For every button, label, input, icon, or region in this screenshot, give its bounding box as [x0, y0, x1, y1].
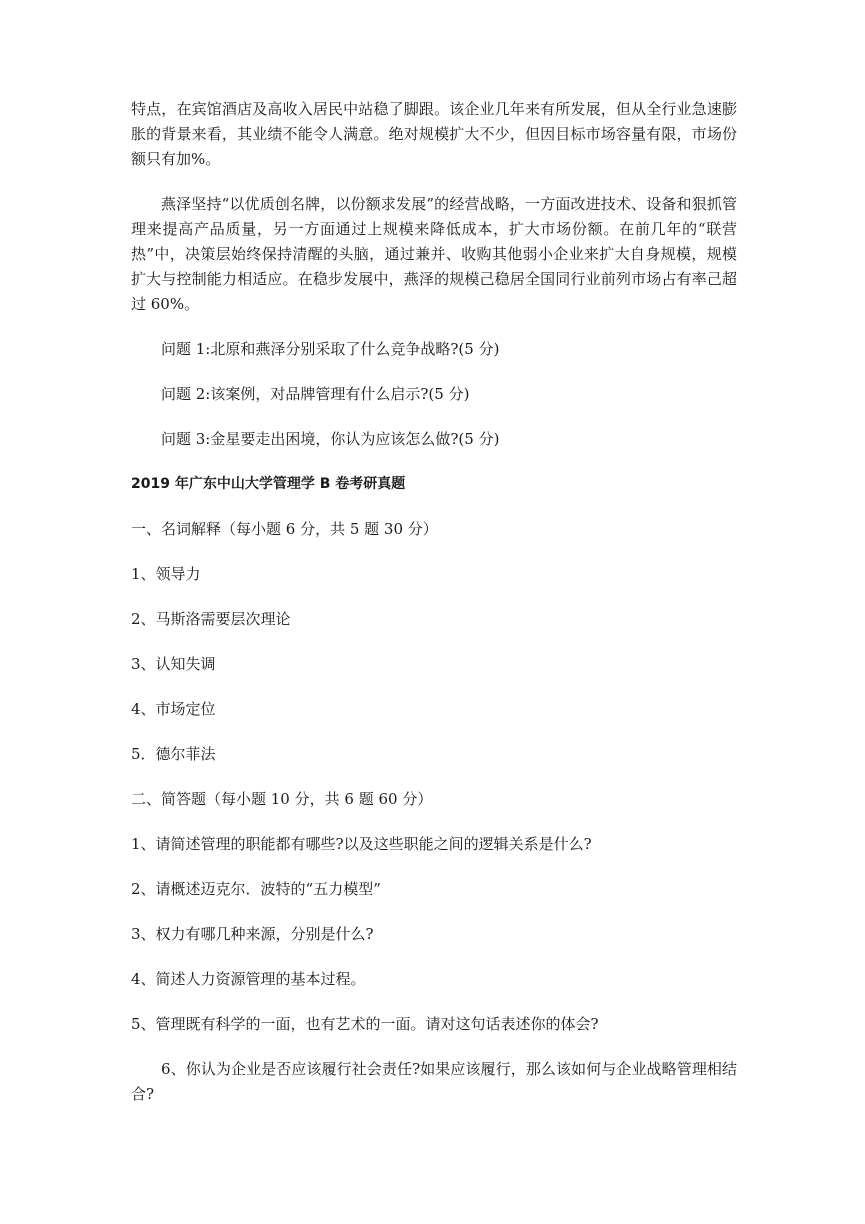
section-2-item-5: 5、管理既有科学的一面，也有艺术的一面。请对这句话表述你的体会?: [131, 1015, 599, 1033]
section-2-item-1: 1、请简述管理的职能都有哪些?以及这些职能之间的逻辑关系是什么?: [131, 835, 592, 853]
case-question-1: 问题 1:北原和燕泽分别采取了什么竞争战略?(5 分): [161, 340, 500, 358]
case-question-3: 问题 3:金星要走出困境，你认为应该怎么做?(5 分): [161, 430, 500, 448]
section-1-title: 一、名词解释（每小题 6 分，共 5 题 30 分）: [131, 520, 438, 538]
section-2-item-3: 3、权力有哪几种来源，分别是什么?: [131, 925, 374, 943]
section-2-item-6: 6、你认为企业是否应该履行社会责任?如果应该履行，那么该如何与企业战略管理相结合?: [131, 1060, 737, 1103]
section-1-item-2: 2、马斯洛需要层次理论: [131, 610, 291, 628]
section-1-item-5: 5．德尔菲法: [131, 745, 216, 763]
case-continuation-paragraph: 特点，在宾馆酒店及高收入居民中站稳了脚跟。该企业几年来有所发展，但从全行业急速膨胀的背景来看，其业绩不能令人满意。绝对规模扩大不少，但因目标市场容量有限，市场份额只有加%。: [131, 100, 737, 168]
page-content: [131, 97, 737, 1127]
section-1-item-3: 3、认知失调: [131, 655, 216, 673]
section-1-item-1: 1、领导力: [131, 565, 201, 583]
section-1-item-4: 4、市场定位: [131, 700, 216, 718]
case-question-2: 问题 2:该案例，对品牌管理有什么启示?(5 分): [161, 385, 470, 403]
section-2-title: 二、简答题（每小题 10 分，共 6 题 60 分）: [131, 790, 433, 808]
section-2-item-2: 2、请概述迈克尔．波特的“五力模型”: [131, 880, 381, 898]
case-paragraph-yanze: 燕泽坚持“以优质创名牌，以份额求发展”的经营战略，一方面改进技术、设备和狠抓管理来提高产品质量，另一方面通过上规模来降低成本，扩大市场份额。在前几年的“联营热”中，决策层始终保持清醒的头脑，通过兼并、收购其他弱小企业来扩大自身规模，规模扩大与控制能力相适应。在稳步发展中，燕泽的规模己稳居全国同行业前列市场占有率己超过 60%。: [131, 195, 737, 313]
section-2-item-4: 4、简述人力资源管理的基本过程。: [131, 970, 366, 988]
exam-title: 2019 年广东中山大学管理学 B 卷考研真题: [131, 476, 406, 492]
